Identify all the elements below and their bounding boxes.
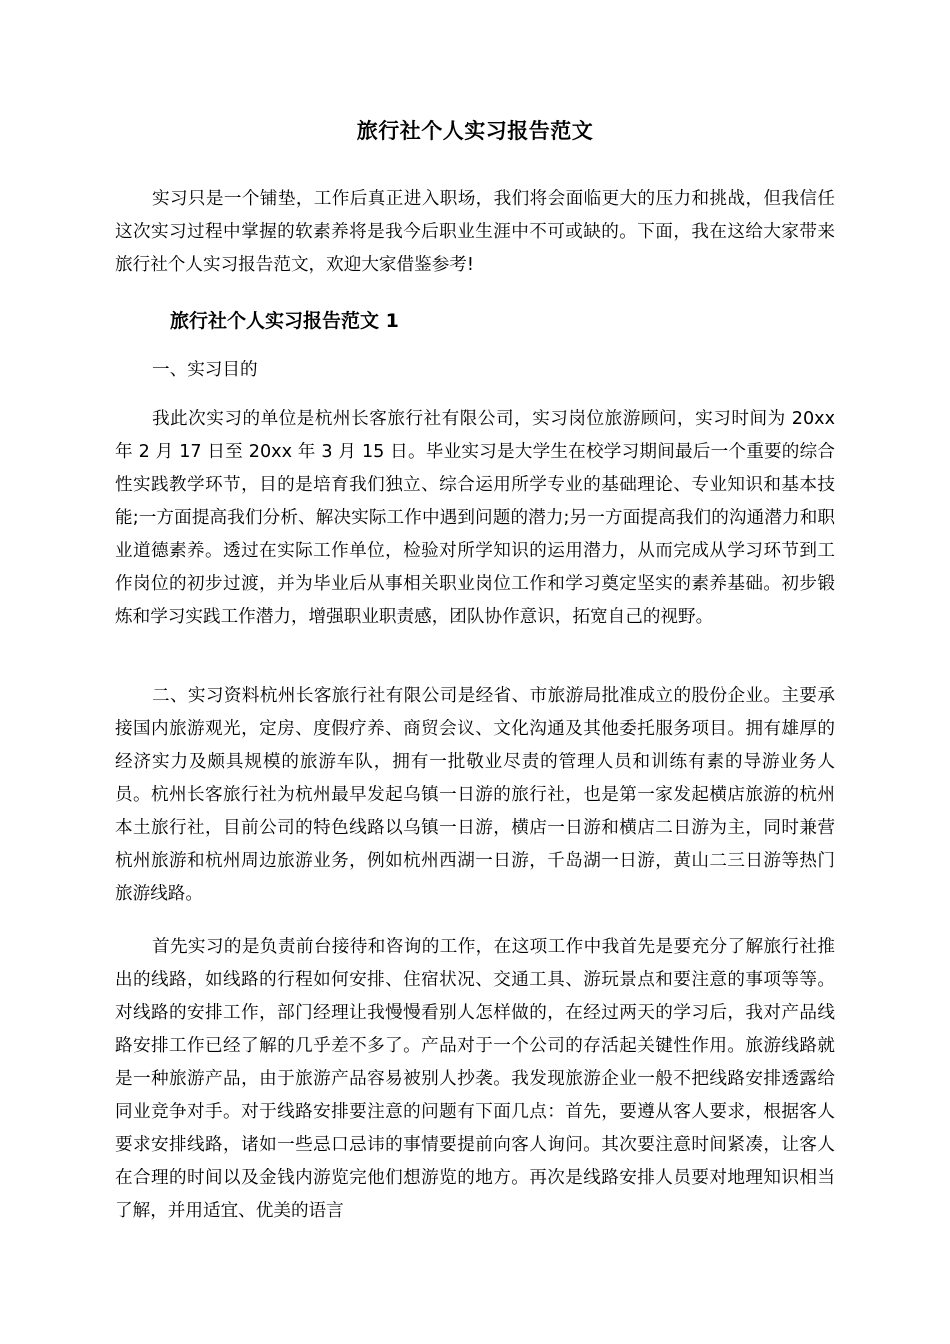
section-title: 旅行社个人实习报告范文 1 <box>170 310 399 332</box>
paragraph-reception: 首先实习的是负责前台接待和咨询的工作，在这项工作中我首先是要充分了解旅行社推出的线路，如线路的行程如何安排、住宿状况、交通工具、游玩景点和要注意的事项等等。对线路的安排工作，部门经理让我慢慢看别人怎样做的，在经过两天的学习后，我对产品线路安排工作已经了解的几乎差不多了。产品对于一个公司的存活起关键性作用。旅游线路就是一种旅游产品，由于旅游产品容易被别人抄袭。我发现旅游企业一般不把线路安排透露给同业竞争对手。对于线路安排要注意的问题有下面几点：首先，要遵从客人要求，根据客人要求安排线路，诸如一些忌口忌讳的事情要提前向客人询问。其次要注意时间紧凑，让客人在合理的时间以及金钱内游览完他们想游览的地方。再次是线路安排人员要对地理知识相当了解，并用适宜、优美的语言 <box>115 937 835 1221</box>
heading-purpose: 一、实习目的 <box>152 360 258 380</box>
document-title: 旅行社个人实习报告范文 <box>356 119 594 143</box>
intro-paragraph: 实习只是一个铺垫，工作后真正进入职场，我们将会面临更大的压力和挑战，但我信任这次实习过程中掌握的软素养将是我今后职业生涯中不可或缺的。下面，我在这给大家带来旅行社个人实习报告范文，欢迎大家借鉴参考! <box>115 189 835 275</box>
paragraph-purpose: 我此次实习的单位是杭州长客旅行社有限公司，实习岗位旅游顾问，实习时间为 20xx 年 2 月 17 日至 20xx 年 3 月 15 日。毕业实习是大学生在校学习期间最后一个重要的综合性实践教学环节，目的是培育我们独立、综合运用所学专业的基础理论、专业知识和基本技能;一方面提高我们分析、解决实际工作中遇到问题的潜力;另一方面提高我们的沟通潜力和职业道德素养。透过在实际工作单位，检验对所学知识的运用潜力，从而完成从学习环节到工作岗位的初步过渡，并为毕业后从事相关职业岗位工作和学习奠定坚实的素养基础。初步锻炼和学习实践工作潜力，增强职业职责感，团队协作意识，拓宽自己的视野。 <box>115 409 835 627</box>
paragraph-materials: 二、实习资料杭州长客旅行社有限公司是经省、市旅游局批准成立的股份企业。主要承接国内旅游观光，定房、度假疗养、商贸会议、文化沟通及其他委托服务项目。拥有雄厚的经济实力及颇具规模的旅游车队，拥有一批敬业尽责的管理人员和训练有素的导游业务人员。杭州长客旅行社为杭州最早发起乌镇一日游的旅行社，也是第一家发起横店旅游的杭州本土旅行社，目前公司的特色线路以乌镇一日游，横店一日游和横店二日游为主，同时兼营杭州旅游和杭州周边旅游业务，例如杭州西湖一日游，千岛湖一日游，黄山二三日游等热门旅游线路。 <box>115 686 835 904</box>
